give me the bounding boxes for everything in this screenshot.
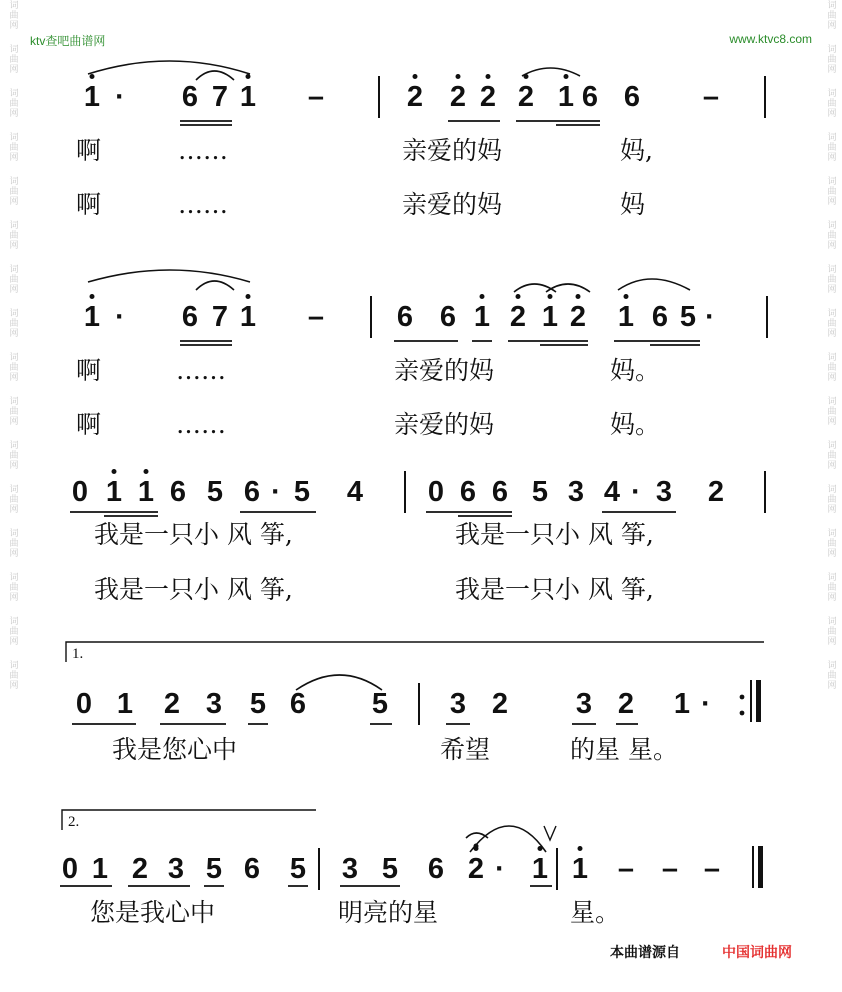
note: 5	[205, 853, 223, 885]
lyric-segment: ……	[178, 136, 228, 165]
note: 3	[167, 853, 185, 885]
note: 6	[623, 81, 641, 113]
note: 1	[83, 301, 101, 333]
lyric-segment: ……	[176, 410, 226, 439]
note: 2	[163, 688, 181, 720]
watermark-text: 词曲网	[7, 440, 18, 470]
dot-note: ·	[115, 81, 125, 113]
note: 1	[116, 688, 134, 720]
note: 6	[491, 476, 509, 508]
lyric-segment: 亲爱的妈	[394, 356, 495, 385]
lyric-segment: 啊	[76, 136, 102, 165]
watermark-text: 词曲网	[825, 220, 836, 250]
note: 6	[181, 81, 199, 113]
note: 0	[71, 476, 89, 508]
note: 6	[396, 301, 414, 333]
note: 3	[575, 688, 593, 720]
watermark-text: 词曲网	[825, 176, 836, 206]
watermark-text: 词曲网	[7, 44, 18, 74]
note: 4	[346, 476, 364, 508]
note: 4	[603, 476, 621, 508]
dash-note: –	[703, 853, 721, 885]
lyric-segment: 希望	[440, 735, 491, 764]
watermark-text: 词曲网	[825, 396, 836, 426]
note: 2	[707, 476, 725, 508]
volta-1-label: 1.	[72, 646, 84, 662]
dash-note: –	[307, 81, 325, 113]
watermark-text: 词曲网	[7, 352, 18, 382]
note: 7	[211, 301, 229, 333]
lyric-segment: 您是我心中	[90, 898, 216, 927]
lyric-segment: 我是一只小 风 筝,	[94, 520, 293, 549]
dot-note: ·	[495, 853, 505, 885]
lyric-segment: 妈	[620, 190, 646, 219]
note: 2	[406, 81, 424, 113]
note: 6	[169, 476, 187, 508]
note: 1	[83, 81, 101, 113]
lyric-segment: 妈,	[620, 136, 653, 165]
note: 0	[61, 853, 79, 885]
watermark-text: 词曲网	[825, 0, 836, 30]
note: 1	[91, 853, 109, 885]
lyric-segment: 的星 星。	[570, 735, 678, 764]
note: 6	[289, 688, 307, 720]
note: 5	[289, 853, 307, 885]
watermark-text: 词曲网	[825, 308, 836, 338]
dash-note: –	[307, 301, 325, 333]
watermark-text: 词曲网	[825, 484, 836, 514]
watermark-text: 词曲网	[7, 572, 18, 602]
lyric-segment: 亲爱的妈	[402, 190, 503, 219]
note: 6	[459, 476, 477, 508]
lyric-segment: 我是您心中	[112, 735, 238, 764]
dot-note: ·	[701, 688, 711, 720]
note: 5	[531, 476, 549, 508]
lyric-segment: 明亮的星	[338, 898, 439, 927]
dash-note: –	[702, 81, 720, 113]
note: 1	[557, 81, 575, 113]
note: 2	[131, 853, 149, 885]
lyric-segment: 啊	[76, 356, 102, 385]
lyric-segment: 我是一只小 风 筝,	[94, 575, 293, 604]
lyric-segment: 我是一只小 风 筝,	[455, 520, 654, 549]
volta-2-label: 2.	[68, 814, 80, 830]
note: 1	[137, 476, 155, 508]
note: 6	[181, 301, 199, 333]
watermark-text: 词曲网	[825, 616, 836, 646]
watermark-text: 词曲网	[7, 176, 18, 206]
note: 1	[541, 301, 559, 333]
note: 2	[509, 301, 527, 333]
lyric-segment: ……	[178, 190, 228, 219]
watermark-text: 词曲网	[825, 440, 836, 470]
note: 1	[531, 853, 549, 885]
watermark-text: 词曲网	[7, 88, 18, 118]
watermark-text: 词曲网	[7, 264, 18, 294]
lyric-segment: 啊	[76, 190, 102, 219]
note: 7	[211, 81, 229, 113]
dash-note: –	[617, 853, 635, 885]
watermark-text: 词曲网	[825, 572, 836, 602]
lyric-segment: 星。	[570, 898, 621, 927]
note: 5	[679, 301, 697, 333]
lyric-segment: 亲爱的妈	[394, 410, 495, 439]
note: 5	[371, 688, 389, 720]
watermark-text: 词曲网	[825, 44, 836, 74]
watermark-text: 词曲网	[825, 132, 836, 162]
note: 6	[427, 853, 445, 885]
watermark-text: 词曲网	[7, 0, 18, 30]
lyric-segment: 亲爱的妈	[402, 136, 503, 165]
note: 0	[75, 688, 93, 720]
note: 2	[449, 81, 467, 113]
dot-note: ·	[271, 476, 281, 508]
note: 3	[449, 688, 467, 720]
lyric-segment: ……	[176, 356, 226, 385]
note: 5	[293, 476, 311, 508]
lyric-segment: 妈。	[610, 356, 661, 385]
note: 3	[205, 688, 223, 720]
watermark-text: 词曲网	[7, 528, 18, 558]
watermark-text: 词曲网	[7, 308, 18, 338]
note: 1	[239, 301, 257, 333]
watermark-text: 词曲网	[7, 660, 18, 690]
lyric-segment: 妈。	[610, 410, 661, 439]
note: 5	[206, 476, 224, 508]
note: 2	[479, 81, 497, 113]
watermark-text: 词曲网	[7, 616, 18, 646]
dot-note: ·	[705, 301, 715, 333]
note: 6	[581, 81, 599, 113]
note: 6	[651, 301, 669, 333]
watermark-text: 词曲网	[825, 528, 836, 558]
watermark-text: 词曲网	[7, 484, 18, 514]
watermark-text: 词曲网	[825, 264, 836, 294]
note: 2	[569, 301, 587, 333]
watermark-text: 词曲网	[7, 132, 18, 162]
dash-note: –	[661, 853, 679, 885]
watermark-text: 词曲网	[825, 660, 836, 690]
note: 0	[427, 476, 445, 508]
footer-source-label: 本曲谱源自	[610, 945, 680, 961]
note: 2	[491, 688, 509, 720]
note: 1	[617, 301, 635, 333]
note: 6	[439, 301, 457, 333]
note: 3	[655, 476, 673, 508]
note: 5	[381, 853, 399, 885]
footer-source-link[interactable]: 中国词曲网	[722, 945, 792, 961]
watermark-text: 词曲网	[7, 220, 18, 250]
note: 2	[517, 81, 535, 113]
watermark-text: 词曲网	[7, 396, 18, 426]
note: 2	[467, 853, 485, 885]
lyric-segment: 我是一只小 风 筝,	[455, 575, 654, 604]
note: 2	[617, 688, 635, 720]
site-header-left[interactable]: ktv查吧曲谱网	[30, 34, 106, 48]
note: 1	[473, 301, 491, 333]
lyric-segment: 啊	[76, 410, 102, 439]
note: 6	[243, 853, 261, 885]
note: 1	[239, 81, 257, 113]
note: 1	[673, 688, 691, 720]
dot-note: ·	[631, 476, 641, 508]
site-header-right[interactable]: www.ktvc8.com	[729, 32, 812, 46]
note: 6	[243, 476, 261, 508]
watermark-text: 词曲网	[825, 352, 836, 382]
note: 1	[571, 853, 589, 885]
watermark-text: 词曲网	[825, 88, 836, 118]
note: 3	[341, 853, 359, 885]
note: 3	[567, 476, 585, 508]
note: 5	[249, 688, 267, 720]
dot-note: ·	[115, 301, 125, 333]
note: 1	[105, 476, 123, 508]
